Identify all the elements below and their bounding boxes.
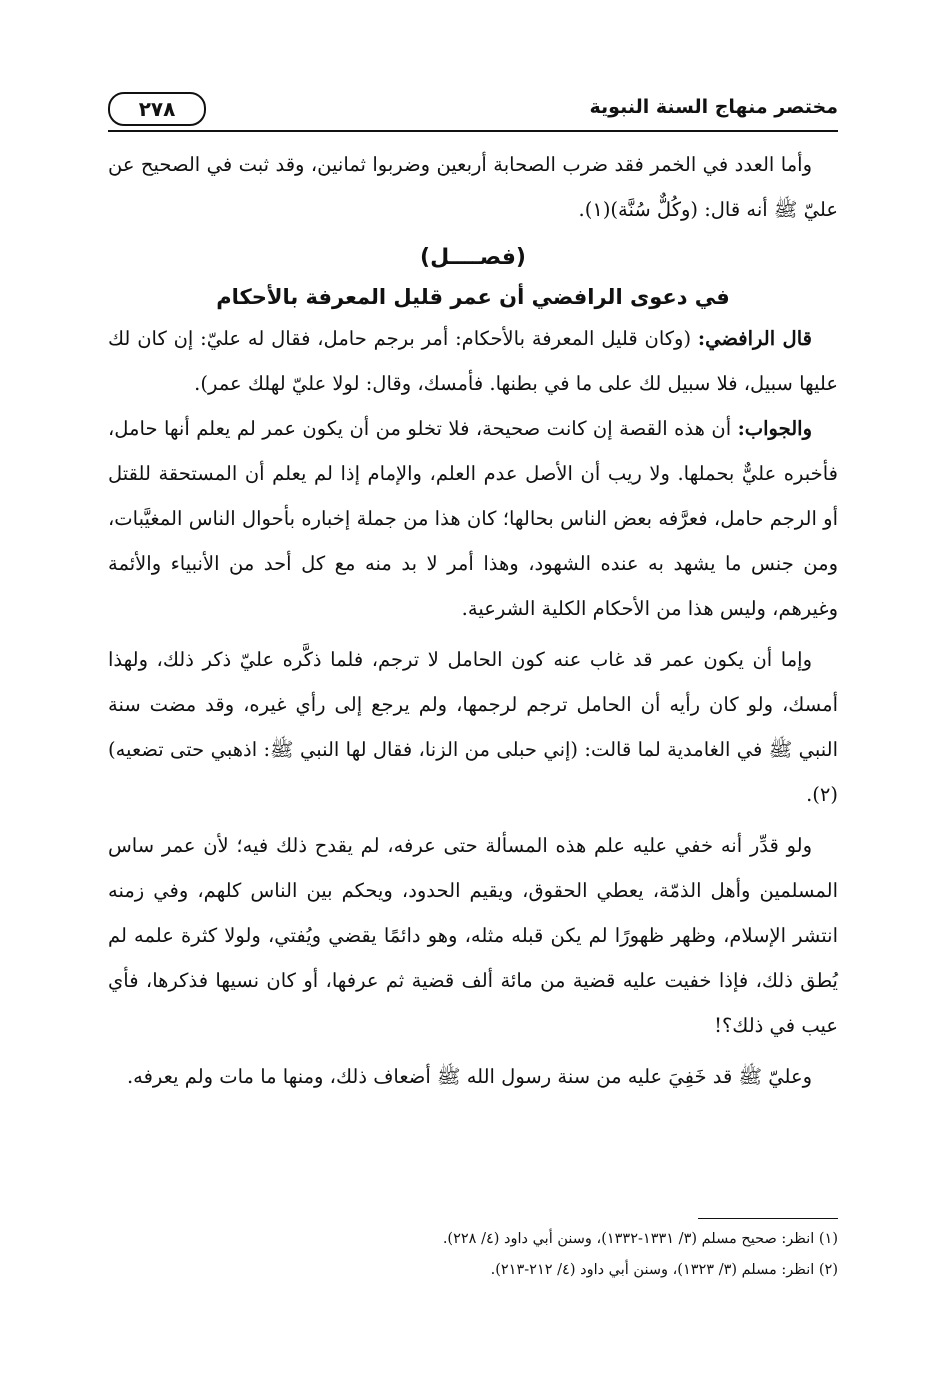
page-number: ٢٧٨: [108, 92, 206, 126]
paragraph-1: وأما العدد في الخمر فقد ضرب الصحابة أربعين وضربوا ثمانين، وقد ثبت في الصحيح عن عليّ ﷺ أنه قال: (وكُلٌّ سُنَّة)(١).: [108, 153, 838, 221]
book-title: مختصر منهاج السنة النبوية: [589, 96, 838, 118]
paragraph-5: ولو قدِّر أنه خفي عليه علم هذه المسألة حتى عرفه، لم يقدح ذلك فيه؛ لأن عمر ساس المسلمين وأهل الذمّة، يعطي الحقوق، ويقيم الحدود، ويحكم بين الناس كلهم، وفي زمنه انتشر الإسلام، وظهر ظهورًا لم يكن قبله مثله، وهو دائمًا يقضي ويُفتي، ولولا كثرة علمه لم يُطق ذلك، فإذا خفيت عليه قضية من مائة ألف قضية ثم عرفها، أو كان نسيها فذكرها، فأي عيب في ذلك؟!: [108, 834, 838, 1037]
header-divider: [108, 130, 838, 132]
paragraph-6: وعليّ ﷺ قد خَفِيَ عليه من سنة رسول الله ﷺ أضعاف ذلك، ومنها ما مات ولم يعرفه.: [126, 1065, 812, 1088]
paragraph-2: [108, 316, 838, 406]
paragraph-4: وإما أن يكون عمر قد غاب عنه كون الحامل لا ترجم، فلما ذكَّره عليّ ذكر ذلك، ولهذا أمسك، ولو كان رأيه أن الحامل ترجم لرجمها، ولم يرجع إلى رأي غيره، وقد مضت سنة النبي ﷺ في الغامدية لما قالت: (إني حبلى من الزنا، فقال لها النبي ﷺ: اذهبي حتى تضعيه)(٢).: [108, 648, 838, 806]
paragraph-2-lead: قال الرافضي:: [697, 327, 812, 350]
paragraph-3-text: أن هذه القصة إن كانت صحيحة، فلا تخلو من أن يكون عمر لم يعلم أنها حامل، فأخبره عليٌّ بحملها. ولا ريب أن الأصل عدم العلم، والإمام إذا لم يعلم أن المستحقة للقتل أو الرجم حامل، فعرَّفه بعض الناس بحالها؛ كان هذا من جملة إخباره بأحوال الناس المغيَّبات، ومن جنس ما يشهد به عنده الشهود، وهذا أمر لا بد منه مع كل أحد من الأنبياء والأئمة وغيرهم، وليس هذا من الأحكام الكلية الشرعية.: [108, 417, 838, 620]
section-heading: (فصــــل): [420, 245, 526, 270]
paragraph-3-lead: والجواب:: [737, 417, 812, 440]
footnote-2: (٢) انظر: مسلم (٣/ ١٣٢٣)، وسنن أبي داود (٤/ ٢١٢-٢١٣).: [490, 1262, 838, 1278]
footnotes: [108, 1224, 838, 1286]
running-header: [108, 92, 838, 128]
footnote-divider: [698, 1218, 838, 1219]
page-body: [108, 142, 838, 1099]
footnote-1: (١) انظر: صحيح مسلم (٣/ ١٣٣١-١٣٣٢)، وسنن أبي داود (٤/ ٢٢٨).: [442, 1231, 838, 1247]
section-subheading: في دعوى الرافضي أن عمر قليل المعرفة بالأحكام: [216, 285, 730, 309]
paragraph-3: [108, 406, 838, 631]
paragraph-2-text: (وكان قليل المعرفة بالأحكام: أمر برجم حامل، فقال له عليّ: إن كان لك عليها سبيل، فلا سبيل لك على ما في بطنها. فأمسك، وقال: لولا عليّ لهلك عمر).: [108, 327, 838, 395]
